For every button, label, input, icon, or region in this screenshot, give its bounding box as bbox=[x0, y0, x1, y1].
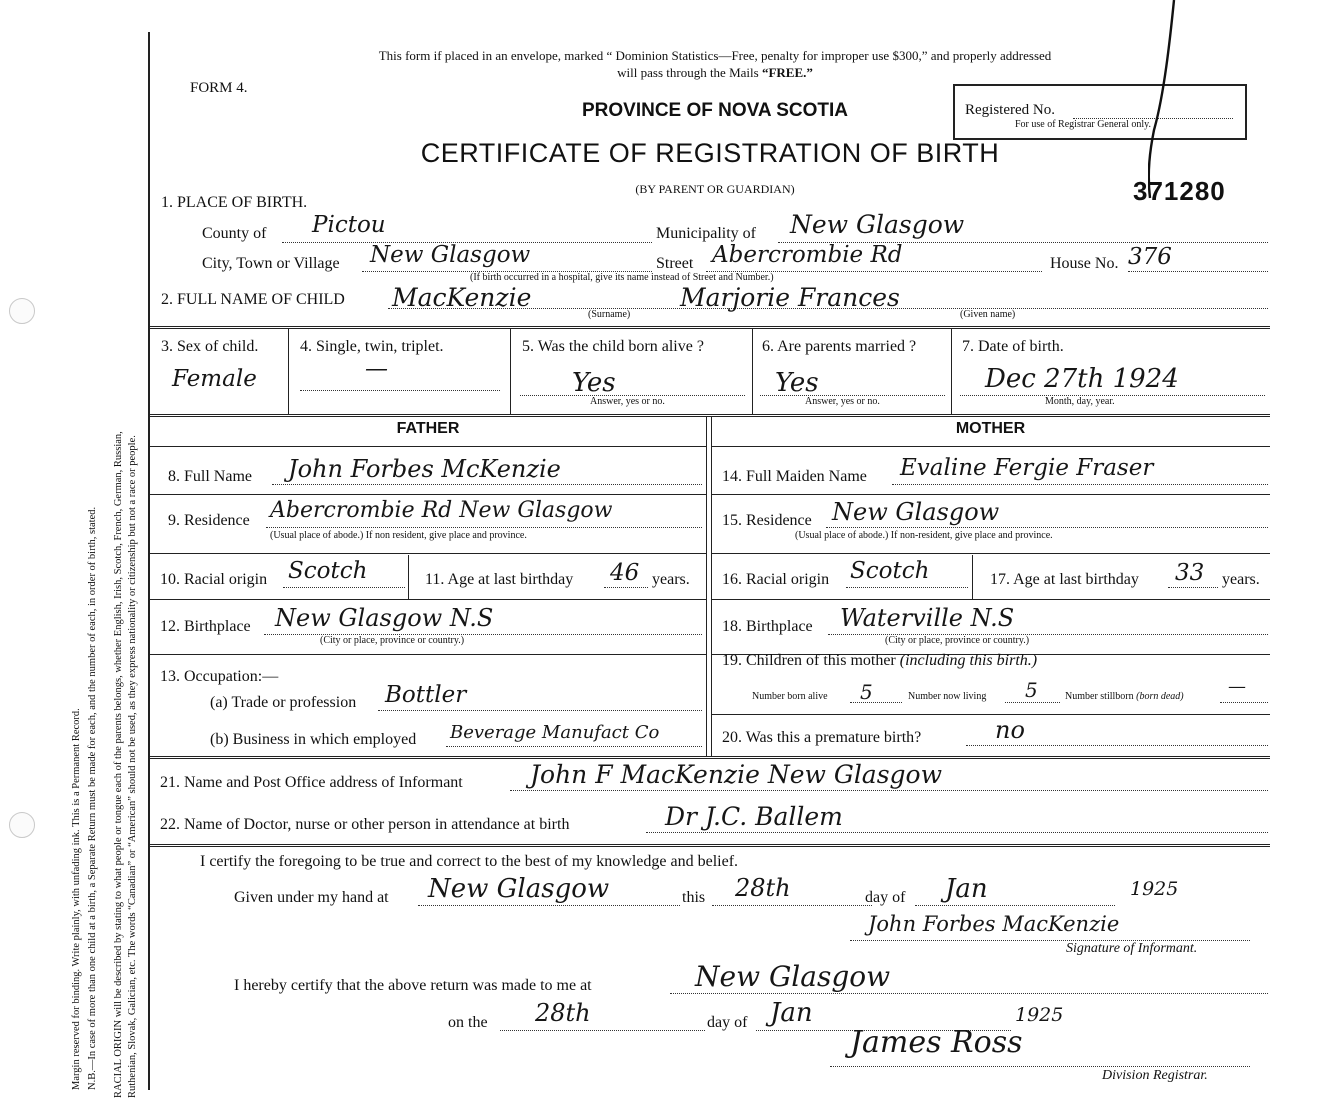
registrar-day-of-label: day of bbox=[707, 1014, 748, 1031]
certificate-subtitle: (BY PARENT OR GUARDIAN) bbox=[635, 182, 795, 196]
trade-value: Bottler bbox=[385, 682, 467, 708]
born-alive-note: Answer, yes or no. bbox=[590, 396, 665, 407]
parents-married-value: Yes bbox=[775, 368, 819, 398]
children-label-text: 19. Children of this mother bbox=[722, 652, 896, 669]
father-years-label: years. bbox=[652, 571, 690, 588]
child-surname: MacKenzie bbox=[392, 283, 532, 312]
child-name-label: 2. FULL NAME OF CHILD bbox=[161, 291, 345, 308]
informant-label: 21. Name and Post Office address of Informant bbox=[160, 774, 463, 791]
mother-residence-value: New Glasgow bbox=[832, 498, 1000, 526]
given-this-label: this bbox=[682, 889, 706, 906]
born-alive-value: Yes bbox=[572, 368, 616, 398]
father-birthplace-value: New Glasgow N.S bbox=[275, 604, 494, 632]
father-racial-value: Scotch bbox=[288, 558, 368, 584]
postal-notice bbox=[250, 47, 1180, 81]
premature-value: no bbox=[995, 716, 1025, 744]
registrar-day-value: 28th bbox=[535, 999, 591, 1027]
punch-hole-bottom bbox=[9, 812, 35, 838]
postal-free-label: “FREE.” bbox=[761, 65, 813, 80]
single-twin-label: 4. Single, twin, triplet. bbox=[300, 338, 444, 355]
mother-age-value: 33 bbox=[1175, 560, 1205, 586]
trade-label: (a) Trade or profession bbox=[210, 694, 357, 711]
father-residence-label: 9. Residence bbox=[168, 512, 250, 529]
municipality-value: New Glasgow bbox=[790, 210, 965, 239]
punch-hole-top bbox=[9, 298, 35, 324]
date-of-birth-note: Month, day, year. bbox=[1045, 396, 1115, 407]
doctor-label: 22. Name of Doctor, nurse or other person in attendance at birth bbox=[160, 816, 570, 833]
mother-age-label: 17. Age at last birthday bbox=[990, 571, 1139, 588]
father-birthplace-note: (City or place, province or country.) bbox=[320, 635, 465, 646]
postal-notice-line-1: This form if placed in an envelope, marked “ Dominion Statistics—Free, penalty for improper use $300,” and properly addressed bbox=[378, 48, 1052, 63]
doctor-value: Dr J.C. Ballem bbox=[665, 802, 843, 831]
house-no-label: House No. bbox=[1050, 255, 1119, 272]
registrar-year-value: 1925 bbox=[1015, 1004, 1064, 1026]
place-of-birth-label: 1. PLACE OF BIRTH. bbox=[161, 194, 308, 211]
father-age-value: 46 bbox=[610, 560, 640, 586]
sex-value: Female bbox=[172, 366, 257, 392]
mother-years-label: years. bbox=[1222, 571, 1260, 588]
nb-note: N.B.—In case of more than one child at a birth, a Separate Return must be made for each, and the number of each, in order of birth, stated. bbox=[87, 506, 98, 1090]
given-day-of-label: day of bbox=[865, 889, 906, 906]
certificate-number: 371280 bbox=[1133, 176, 1226, 206]
given-under-hand-label: Given under my hand at bbox=[234, 889, 389, 906]
registrar-general-note: For use of Registrar General only. bbox=[1015, 119, 1151, 130]
racial-origin-note-1: RACIAL ORIGIN will be described by stating to what people or tongue each of the parents belongs, whether English, Irish, Scotch, French, German, Russian, bbox=[113, 431, 124, 1098]
house-no-value: 376 bbox=[1128, 244, 1172, 270]
registrar-statement: I hereby certify that the above return was made to me at bbox=[234, 977, 592, 994]
given-name-note: (Given name) bbox=[960, 309, 1016, 320]
stillborn-count-label bbox=[1065, 691, 1184, 702]
father-name-label: 8. Full Name bbox=[168, 468, 252, 485]
mother-heading: MOTHER bbox=[955, 420, 1026, 437]
given-year-value: 1925 bbox=[1130, 878, 1179, 900]
registered-no-label: Registered No. bbox=[965, 102, 1055, 118]
stillborn-count-label-text: Number stillborn bbox=[1065, 691, 1134, 702]
form-number: FORM 4. bbox=[190, 80, 248, 96]
father-heading: FATHER bbox=[396, 420, 460, 437]
children-label-italic: (including this birth.) bbox=[899, 652, 1038, 669]
mother-residence-note: (Usual place of abode.) If non-resident, give place and province. bbox=[795, 530, 1053, 541]
county-label: County of bbox=[202, 225, 267, 242]
premature-label: 20. Was this a premature birth? bbox=[722, 729, 922, 746]
child-given-name: Marjorie Frances bbox=[680, 283, 900, 312]
margin-rule bbox=[148, 32, 150, 1090]
father-birthplace-label: 12. Birthplace bbox=[160, 618, 251, 635]
business-value: Beverage Manufact Co bbox=[450, 722, 660, 743]
postal-notice-line-2: will pass through the Mails bbox=[617, 65, 759, 80]
stillborn-count: — bbox=[1228, 676, 1246, 697]
informant-value: John F MacKenzie New Glasgow bbox=[530, 760, 942, 789]
registrar-signature-label: Division Registrar. bbox=[1102, 1068, 1208, 1083]
occupation-label: 13. Occupation:— bbox=[160, 668, 279, 685]
mother-residence-label: 15. Residence bbox=[722, 512, 812, 529]
mother-birthplace-note: (City or place, province or country.) bbox=[885, 635, 1030, 646]
county-value: Pictou bbox=[312, 212, 386, 238]
mother-name-value: Evaline Fergie Fraser bbox=[900, 455, 1154, 481]
province-heading: PROVINCE OF NOVA SCOTIA bbox=[581, 100, 849, 121]
father-residence-note: (Usual place of abode.) If non resident, give place and province. bbox=[270, 530, 527, 541]
given-place-value: New Glasgow bbox=[428, 874, 610, 904]
surname-note: (Surname) bbox=[588, 309, 631, 320]
municipality-label: Municipality of bbox=[656, 225, 756, 242]
mother-racial-label: 16. Racial origin bbox=[722, 571, 830, 588]
city-value: New Glasgow bbox=[370, 242, 531, 268]
born-alive-label: 5. Was the child born alive ? bbox=[522, 338, 704, 355]
mother-name-label: 14. Full Maiden Name bbox=[722, 468, 867, 485]
sex-label: 3. Sex of child. bbox=[161, 338, 259, 355]
date-of-birth-label: 7. Date of birth. bbox=[962, 338, 1064, 355]
born-alive-count-label: Number born alive bbox=[752, 691, 828, 702]
born-alive-count: 5 bbox=[860, 680, 873, 704]
informant-signature-label: Signature of Informant. bbox=[1066, 941, 1198, 956]
given-day-value: 28th bbox=[735, 874, 791, 902]
registered-no-box bbox=[953, 84, 1247, 140]
mother-racial-value: Scotch bbox=[850, 558, 930, 584]
margin-note: Margin reserved for binding. Write plainly, with unfading ink. This is a Permanent Record. bbox=[71, 708, 82, 1090]
informant-signature: John Forbes MacKenzie bbox=[868, 912, 1120, 936]
date-of-birth-value: Dec 27th 1924 bbox=[985, 364, 1179, 394]
registrar-month-value: Jan bbox=[770, 998, 813, 1028]
father-racial-label: 10. Racial origin bbox=[160, 571, 268, 588]
children-label bbox=[722, 652, 1037, 670]
living-count-label: Number now living bbox=[908, 691, 987, 702]
father-name-value: John Forbes McKenzie bbox=[288, 455, 561, 483]
father-residence-value: Abercrombie Rd New Glasgow bbox=[270, 498, 613, 523]
father-age-label: 11. Age at last birthday bbox=[425, 571, 574, 588]
single-twin-value: — bbox=[365, 356, 388, 382]
mother-birthplace-value: Waterville N.S bbox=[840, 604, 1015, 632]
registrar-place-value: New Glasgow bbox=[695, 960, 891, 993]
street-value: Abercrombie Rd bbox=[712, 242, 903, 268]
stillborn-count-label-italic: (born dead) bbox=[1136, 691, 1184, 702]
registrar-signature: James Ross bbox=[850, 1025, 1023, 1060]
ink-stroke bbox=[1148, 0, 1178, 200]
mother-birthplace-label: 18. Birthplace bbox=[722, 618, 813, 635]
street-label: Street bbox=[656, 255, 694, 272]
certify-statement: I certify the foregoing to be true and correct to the best of my knowledge and belief. bbox=[200, 853, 739, 870]
racial-origin-note-2: Ruthenian, Slovak, Galician, etc. The words “Canadian” or “American” should not be used, as they express nationality or citizenship but not a race or people. bbox=[127, 435, 138, 1098]
parents-married-label: 6. Are parents married ? bbox=[762, 338, 917, 355]
living-count: 5 bbox=[1025, 678, 1038, 702]
registrar-on-the-label: on the bbox=[448, 1014, 488, 1031]
certificate-title: CERTIFICATE OF REGISTRATION OF BIRTH bbox=[420, 138, 1000, 168]
given-month-value: Jan bbox=[945, 874, 988, 904]
business-label: (b) Business in which employed bbox=[210, 731, 417, 748]
parents-married-note: Answer, yes or no. bbox=[805, 396, 880, 407]
hospital-note: (If birth occurred in a hospital, give its name instead of Street and Number.) bbox=[470, 272, 774, 283]
city-label: City, Town or Village bbox=[202, 255, 340, 272]
